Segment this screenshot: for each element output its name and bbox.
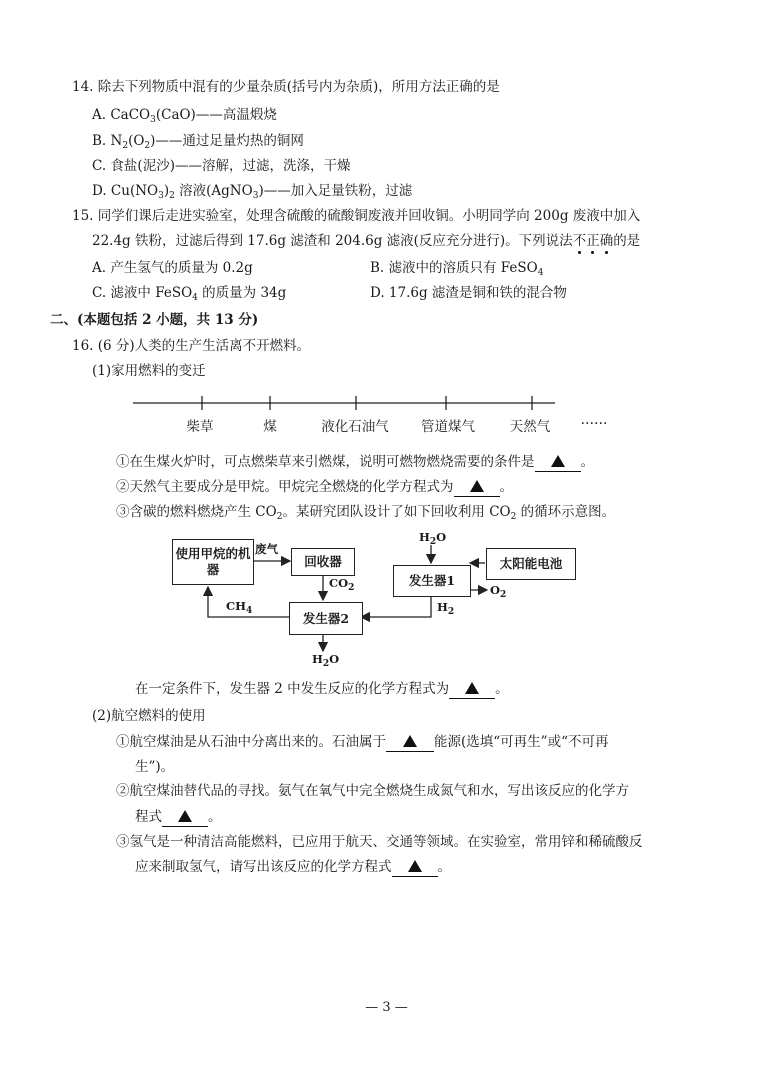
label-co2: $CO_2$ <box>329 576 355 593</box>
q14-option-d: D. $Cu(NO_3)_2$ 溶液(AgNO$_3$)——加入足量铁粉，过滤 <box>92 183 413 201</box>
answer-blank[interactable] <box>449 680 495 699</box>
triangle-icon <box>178 810 192 822</box>
triangle-icon <box>408 860 422 872</box>
timeline-label: 天然气 <box>509 419 551 435</box>
timeline-label: 柴草 <box>186 419 214 435</box>
timeline-label: 管道煤气 <box>421 419 475 435</box>
q14-option-b: B. $N_2(O_2)——$通过足量灼热的铜网 <box>92 133 304 151</box>
q16-item1: ①在生煤火炉时，可点燃柴草来引燃煤，说明可燃物燃烧需要的条件是 。 <box>116 454 594 470</box>
answer-blank[interactable] <box>392 858 438 877</box>
box-generator-1: 发生器1 <box>393 565 471 597</box>
timeline-label: 液化石油气 <box>321 419 389 435</box>
label-waste-gas: 废气 <box>255 542 278 556</box>
q16-part1-heading: (1)家用燃料的变迁 <box>92 363 206 379</box>
q16-part2-heading: (2)航空燃料的使用 <box>92 708 206 724</box>
q14-option-c: C. 食盐(泥沙)——溶解，过滤，洗涤，干燥 <box>92 158 351 174</box>
q16-item3: ③含碳的燃料燃烧产生 $CO_2$。某研究团队设计了如下回收利用 $CO_2$ 的循环示意图。 <box>116 504 616 522</box>
emphasis-dot: 确 <box>599 233 614 249</box>
box-generator-2: 发生器2 <box>289 602 363 635</box>
box-methane-machine: 使用甲烷的机器 <box>172 539 254 585</box>
emphasis-dot: 不 <box>572 233 587 249</box>
q16-part2-item1-cont: 生”)。 <box>135 759 175 775</box>
q16-part2-item2: ②航空煤油替代品的寻找。氨气在氧气中完全燃烧生成氮气和水，写出该反应的化学方 <box>116 783 629 799</box>
q16-part2-item2-cont: 程式 。 <box>135 809 222 825</box>
section-heading: 二、(本题包括 2 小题，共 13 分) <box>50 312 259 328</box>
q16-stem: 16. (6 分)人类的生产生活离不开燃料。 <box>72 338 311 354</box>
q14-stem: 14. 除去下列物质中混有的少量杂质(括号内为杂质)，所用方法正确的是 <box>72 79 500 95</box>
q15-option-c: C. 滤液中 FeSO$_4$ 的质量为 34g <box>92 285 287 303</box>
triangle-icon <box>465 682 479 694</box>
answer-blank[interactable] <box>162 808 208 827</box>
timeline-label: 煤 <box>263 419 277 435</box>
q14-option-a: A. CaCO$_3$(CaO)——高温煅烧 <box>92 107 277 125</box>
box-recycler: 回收器 <box>291 548 355 576</box>
q15-option-b: B. 滤液中的溶质只有 FeSO$_4$ <box>370 260 544 278</box>
label-o2: $O_2$ <box>490 583 507 600</box>
page-number: — 3 — <box>365 1000 408 1015</box>
q16-generator2-question: 在一定条件下，发生器 2 中发生反应的化学方程式为 。 <box>135 681 509 697</box>
q15-option-d: D. 17.6g 滤渣是铜和铁的混合物 <box>370 285 567 301</box>
triangle-icon <box>403 735 417 747</box>
q15-stem-line1: 15. 同学们课后走进实验室，处理含硫酸的硫酸铜废液并回收铜。小明同学向 200g 废液中加入 <box>72 208 641 224</box>
label-h2o-output: $H_2O$ <box>312 652 340 669</box>
box-solar-battery: 太阳能电池 <box>486 548 576 580</box>
label-ch4: $CH_4$ <box>226 599 253 616</box>
label-h2: $H_2$ <box>437 600 455 617</box>
q16-part2-item3-cont: 应来制取氢气，请写出该反应的化学方程式 。 <box>135 859 451 875</box>
q16-part2-item3: ③氢气是一种清洁高能燃料，已应用于航天、交通等领域。在实验室，常用锌和稀硫酸反 <box>116 834 643 850</box>
q16-part2-item1: ①航空煤油是从石油中分离出来的。石油属于 能源(选填“可再生”或“不可再 <box>116 734 609 750</box>
q16-item2: ②天然气主要成分是甲烷。甲烷完全燃烧的化学方程式为 。 <box>116 479 513 495</box>
timeline-ellipsis: …… <box>580 412 608 428</box>
answer-blank[interactable] <box>386 733 434 752</box>
q15-option-a: A. 产生氢气的质量为 0.2g <box>92 260 253 276</box>
emphasis-dot: 正 <box>586 233 600 249</box>
q15-stem-line2: 22.4g 铁粉，过滤后得到 17.6g 滤渣和 204.6g 滤液(反应充分进行)。下列说法不正确的是 <box>92 233 641 249</box>
label-h2o-input: $H_2O$ <box>419 530 447 547</box>
